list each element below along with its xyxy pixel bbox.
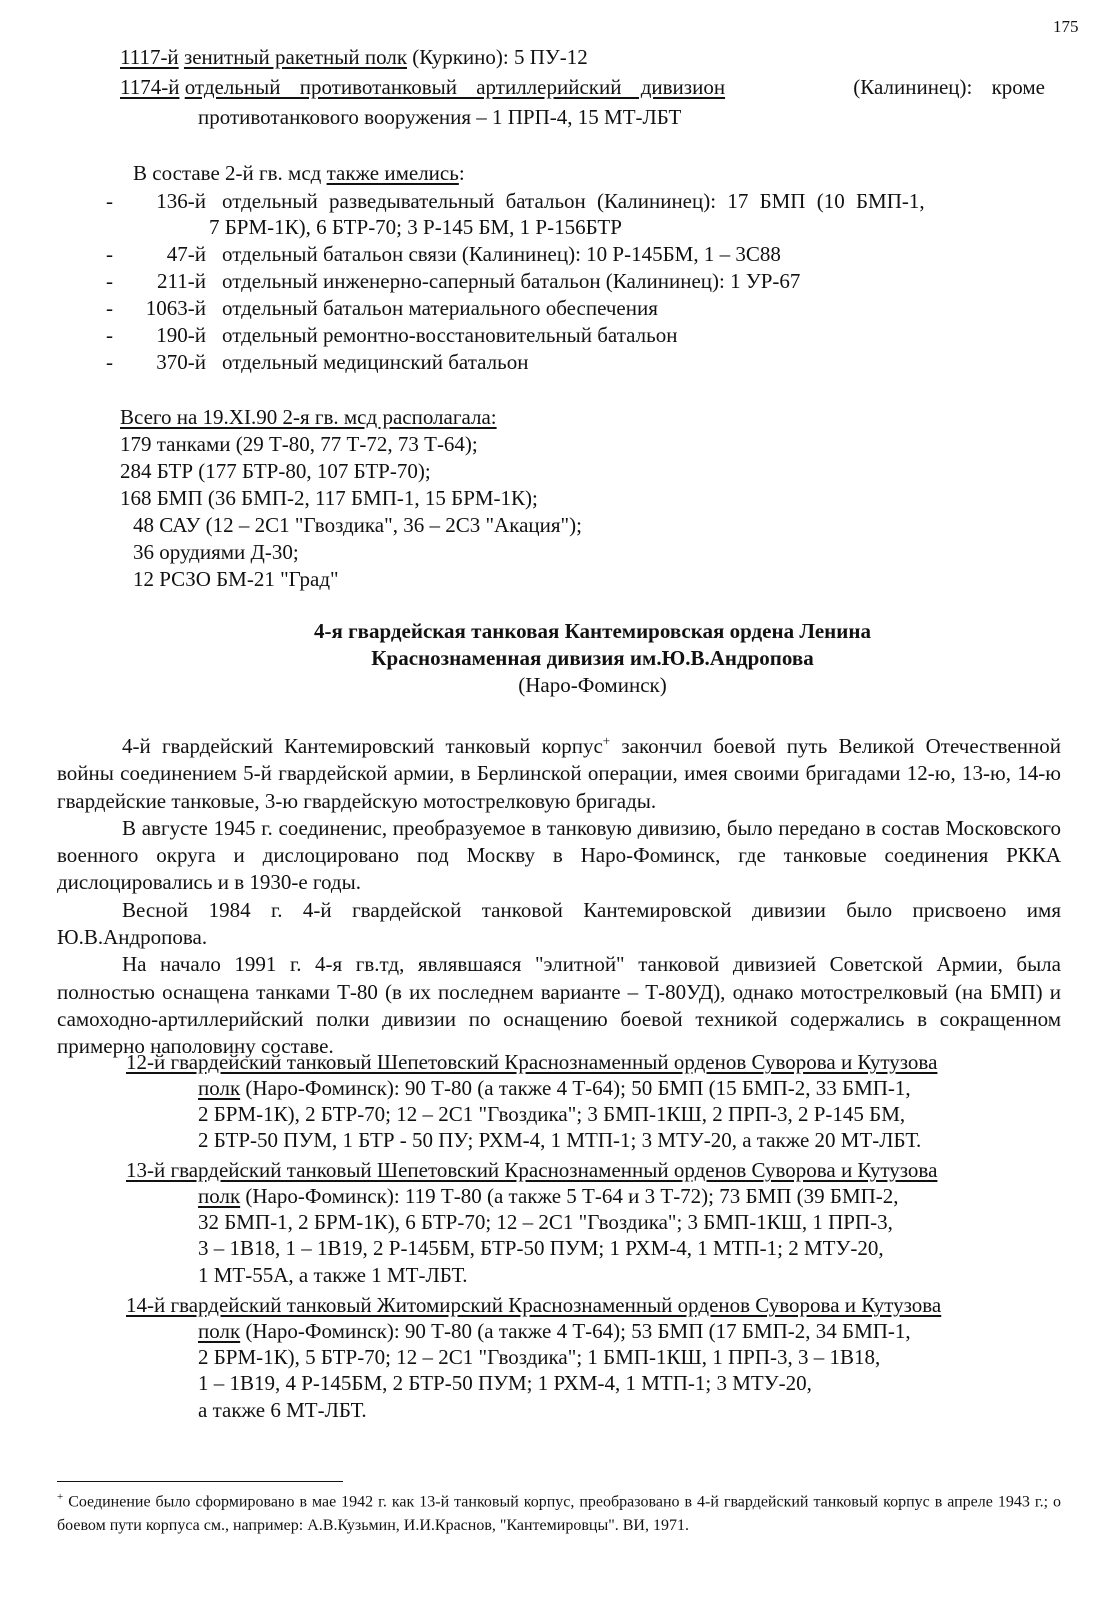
regiment-line: 32 БМП-1, 2 БРМ-1К), 6 БТР-70; 12 – 2С1 "Гвоздика"; 3 БМП-1КШ, 1 ПРП-3, [198,1210,893,1234]
item-number: 47-й [166,242,206,266]
regiment-polk: полк [198,1076,241,1100]
unit-name: отдельный противотанковый артиллерийский дивизион [184,75,726,99]
item-dash: - [106,269,113,293]
regiment-text: (Наро-Фоминск): 119 Т-80 (а также 5 Т-64 и 3 Т-72); 73 БМП (39 БМП-2, [240,1184,899,1208]
unit-1174-continuation: противотанкового вооружения – 1 ПРП-4, 15 МТ-ЛБТ [198,105,682,129]
regiment-line: 2 БТР-50 ПУМ, 1 БТР - 50 ПУ; РХМ-4, 1 МТП-1; 3 МТУ-20, а также 20 МТ-ЛБТ. [198,1128,922,1152]
history-paragraph: Весной 1984 г. 4-й гвардейской танковой Кантемировской дивизии было присвоено имя Ю.В.Андропова. [57,897,1061,950]
item-number: 370-й [156,350,206,374]
composition-intro [133,160,465,186]
unit-1117 [120,44,588,70]
regiment-line [198,1183,899,1209]
item-text: отдельный разведывательный батальон (Калининец): 17 БМП (10 БМП-1, [222,189,925,213]
paragraph-text: закончил боевой путь Великой Отечественной войны соединением 5-й гвардейской армии, в Берлинской операции, имея своими бригадами 12-ю, 13-ю, 14-ю гвардейские танковые, 3-ю гвардейскую мотострелковую бригады. [57,734,1062,813]
item-dash: - [106,350,113,374]
intro-underlined: также имелись [326,161,459,185]
regiment-line: 2 БРМ-1К), 5 БТР-70; 12 – 2С1 "Гвоздика"; 1 БМП-1КШ, 1 ПРП-3, 3 – 1В18, [198,1345,881,1369]
item-text: отдельный инженерно-саперный батальон (Калининец): 1 УР-67 [222,269,801,293]
totals-title: Всего на 19.XI.90 2-я гв. мсд располагала: [120,405,497,429]
regiment-polk: полк [198,1184,241,1208]
regiment-line: 3 – 1В18, 1 – 1В19, 2 Р-145БМ, БТР-50 ПУМ; 1 РХМ-4, 1 МТП-1; 2 МТУ-20, [198,1236,884,1260]
item-text: отдельный батальон связи (Калининец): 10 Р-145БМ, 1 – 3С88 [222,242,781,266]
composition-item [106,268,800,294]
unit-name: зенитный ракетный полк [183,45,408,69]
footnote-mark: + [57,1491,64,1503]
item-dash: - [106,242,113,266]
regiment-title: 14-й гвардейский танковый Житомирский Краснознаменный орденов Суворова и Кутузова [126,1293,942,1317]
regiment-title: 12-й гвардейский танковый Шепетовский Краснознаменный орденов Суворова и Кутузова [126,1050,938,1074]
division-location: (Наро-Фоминск) [518,673,667,697]
composition-item [106,241,781,267]
regiment-line: а также 6 МТ-ЛБТ. [198,1398,367,1422]
item-number: 136-й [156,189,206,213]
composition-item [106,295,658,321]
item-text: отдельный ремонтно-восстановительный батальон [222,323,678,347]
item-number: 1063-й [145,296,206,320]
composition-item-cont: 7 БРМ-1К), 6 БТР-70; 3 Р-145 БМ, 1 Р-156БТР [209,215,622,239]
composition-item [106,188,1046,214]
unit-1174 [120,74,1045,100]
totals-line: 12 РСЗО БМ-21 "Град" [133,567,339,591]
regiment-line: 1 МТ-55А, а также 1 МТ-ЛБТ. [198,1263,468,1287]
unit-rest: (Калининец): кроме [853,75,1045,99]
totals-line: 168 БМП (36 БМП-2, 117 БМП-1, 15 БРМ-1К); [120,486,538,510]
footnote [57,1485,1061,1538]
totals-line: 284 БТР (177 БТР-80, 107 БТР-70); [120,459,431,483]
totals-line: 36 орудиями Д-30; [133,540,299,564]
composition-item [106,322,677,348]
unit-id: 1174-й [120,75,180,99]
item-number: 190-й [156,323,206,347]
item-number: 211-й [157,269,206,293]
item-dash: - [106,323,113,347]
unit-rest: (Куркино): 5 ПУ-12 [407,45,588,69]
item-dash: - [106,296,113,320]
footnote-text: Соединение было сформировано в мае 1942 г. как 13-й танковый корпус, преобразовано в 4-й гвардейский танковый корпус в апреле 1943 г.; о боевом пути корпуса см., например: А.В.Кузьмин, И.И.Краснов, "Кантемировцы". ВИ, 1971. [57,1493,1061,1535]
regiment-line [198,1075,911,1101]
history-paragraph: В августе 1945 г. соединенис, преобразуемое в танковую дивизию, было передано в состав Московского военного округа и дислоцировано под Москву в Наро-Фоминск, где танковые соединения РККА дислоцировались и в 1930-е годы. [57,815,1061,895]
item-text: отдельный батальон материального обеспечения [222,296,658,320]
regiment-title: 13-й гвардейский танковый Шепетовский Краснознаменный орденов Суворова и Кутузова [126,1158,938,1182]
history-paragraph: На начало 1991 г. 4-я гв.тд, являвшаяся "элитной" танковой дивизией Советской Армии, была полностью оснащена танками Т-80 (в их последнем варианте – Т-80УД), однако мотострелковый (на БМП) и самоходно-артиллерийский полки дивизии по оснащению боевой техникой содержались в сокращенном примерно наполовину составе. [57,952,1061,1059]
regiment-polk: полк [198,1319,241,1343]
regiment-line: 2 БРМ-1К), 2 БТР-70; 12 – 2С1 "Гвоздика"; 3 БМП-1КШ, 2 ПРП-3, 2 Р-145 БМ, [198,1102,906,1126]
division-heading-line2: Краснознаменная дивизия им.Ю.В.Андропова [371,646,814,670]
footnote-mark: + [602,733,611,748]
unit-id: 1117-й [120,45,179,69]
item-text: отдельный медицинский батальон [222,350,529,374]
regiment-line [198,1318,911,1344]
intro-suffix: : [458,161,465,185]
item-dash: - [106,189,113,213]
division-heading-line1: 4-я гвардейская танковая Кантемировская ордена Ленина [314,619,871,643]
regiment-text: (Наро-Фоминск): 90 Т-80 (а также 4 Т-64); 53 БМП (17 БМП-2, 34 БМП-1, [240,1319,911,1343]
composition-item [106,349,528,375]
regiment-text: (Наро-Фоминск): 90 Т-80 (а также 4 Т-64); 50 БМП (15 БМП-2, 33 БМП-1, [240,1076,911,1100]
history-paragraph [57,727,1061,815]
totals-line: 48 САУ (12 – 2С1 "Гвоздика", 36 – 2С3 "Акация"); [133,513,582,537]
regiment-line: 1 – 1В19, 4 Р-145БМ, 2 БТР-50 ПУМ; 1 РХМ-4, 1 МТП-1; 3 МТУ-20, [198,1371,812,1395]
history-text [57,727,1061,1061]
footnote-rule [57,1481,343,1482]
intro-prefix: В составе 2-й гв. мсд [133,161,327,185]
paragraph-text: 4-й гвардейский Кантемировский танковый корпус [122,734,603,758]
totals-line: 179 танками (29 Т-80, 77 Т-72, 73 Т-64); [120,432,478,456]
page-number: 175 [1053,17,1079,36]
